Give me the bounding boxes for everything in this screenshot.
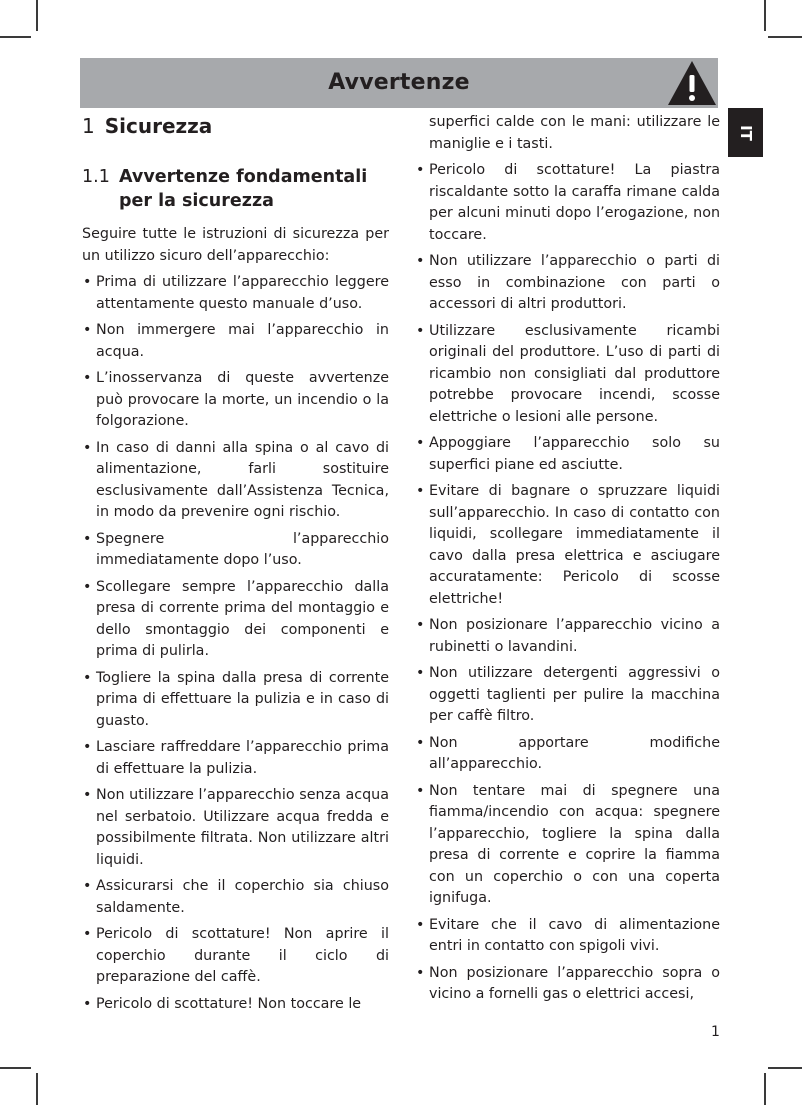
list-item: • Togliere la spina dalla presa di corrente prima di effettuare la pulizia e in caso di guasto. [82, 668, 389, 733]
warning-triangle-icon [667, 60, 717, 106]
subsection-title: Avvertenze fondamentali per la sicurezza [119, 167, 368, 211]
subsection-number: 1.1 [82, 167, 110, 187]
crop-mark [0, 1067, 31, 1069]
crop-mark [36, 0, 38, 31]
left-column [82, 112, 389, 1020]
list-item: • Spegnere l’apparecchio immediatamente dopo l’uso. [82, 529, 389, 572]
crop-mark [764, 1073, 766, 1105]
list-item: • Non posizionare l’apparecchio sopra o vicino a fornelli gas o elettrici accesi, [415, 963, 720, 1006]
list-item: • Non utilizzare l’apparecchio senza acqua nel serbatoio. Utilizzare acqua fredda e possibilmente filtrata. Non utilizzare altri liquidi. [82, 785, 389, 871]
language-tab-label: IT [736, 124, 755, 141]
intro-paragraph: Seguire tutte le istruzioni di sicurezza per un utilizzo sicuro dell’apparecchio: [82, 226, 389, 264]
list-item: • Lasciare raffreddare l’apparecchio prima di effettuare la pulizia. [82, 737, 389, 780]
list-item: • Non tentare mai di spegnere una fiamma/incendio con acqua: spegnere l’apparecchio, togliere la spina dalla presa di corrente e coprire la fiamma con un coperchio o con una coperta ignifuga. [415, 781, 720, 910]
right-column [415, 112, 720, 1011]
list-item: • Utilizzare esclusivamente ricambi originali del produttore. L’uso di parti di ricambio non consigliati dal produttore potrebbe provocare incendi, scosse elettriche o lesioni alle persone. [415, 321, 720, 429]
language-tab [728, 108, 763, 157]
section-title: Sicurezza [104, 114, 213, 138]
page-number: 1 [711, 1024, 720, 1040]
crop-mark [764, 0, 766, 31]
header-title: Avvertenze [328, 70, 470, 95]
list-item: • In caso di danni alla spina o al cavo di alimentazione, farli sostituire esclusivamente dall’Assistenza Tecnica, in modo da prevenire ogni rischio. [82, 438, 389, 524]
header-bar [80, 58, 718, 108]
crop-mark [768, 1067, 802, 1069]
list-item: • Assicurarsi che il coperchio sia chiuso saldamente. [82, 876, 389, 919]
list-item: • Non utilizzare detergenti aggressivi o oggetti taglienti per pulire la macchina per caffè filtro. [415, 663, 720, 728]
subsection-heading [82, 165, 389, 213]
list-item: • Pericolo di scottature! La piastra riscaldante sotto la caraffa rimane calda per alcuni minuti dopo l’erogazione, non toccare. [415, 160, 720, 246]
list-item: • Scollegare sempre l’apparecchio dalla presa di corrente prima del montaggio e dello smontaggio dei componenti e prima di pulirla. [82, 577, 389, 663]
list-item: • Non utilizzare l’apparecchio o parti di esso in combinazione con parti o accessori di altri produttori. [415, 251, 720, 316]
left-bullet-list [82, 272, 389, 1015]
list-item: • Non apportare modifiche all’apparecchio. [415, 733, 720, 776]
list-item: • Prima di utilizzare l’apparecchio leggere attentamente questo manuale d’uso. [82, 272, 389, 315]
list-item: • Pericolo di scottature! Non toccare le [82, 994, 389, 1016]
section-heading [82, 112, 389, 140]
list-item: • L’inosservanza di queste avvertenze può provocare la morte, un incendio o la folgorazione. [82, 368, 389, 433]
right-bullet-list [415, 160, 720, 1006]
crop-mark [768, 36, 802, 38]
list-item: • Non immergere mai l’apparecchio in acqua. [82, 320, 389, 363]
list-item: • Pericolo di scottature! Non aprire il coperchio durante il ciclo di preparazione del caffè. [82, 924, 389, 989]
crop-mark [0, 36, 31, 38]
continued-text: superfici calde con le mani: utilizzare le maniglie e i tasti. [429, 114, 720, 152]
list-item: • Non posizionare l’apparecchio vicino a rubinetti o lavandini. [415, 615, 720, 658]
list-item: • Appoggiare l’apparecchio solo su superfici piane ed asciutte. [415, 433, 720, 476]
list-item: • Evitare di bagnare o spruzzare liquidi sull’apparecchio. In caso di contatto con liquidi, scollegare immediatamente il cavo dalla presa elettrica e asciugare accuratamente: Pericolo di scosse elettriche! [415, 481, 720, 610]
crop-mark [36, 1073, 38, 1105]
list-item: • Evitare che il cavo di alimentazione entri in contatto con spigoli vivi. [415, 915, 720, 958]
section-number: 1 [82, 114, 95, 138]
